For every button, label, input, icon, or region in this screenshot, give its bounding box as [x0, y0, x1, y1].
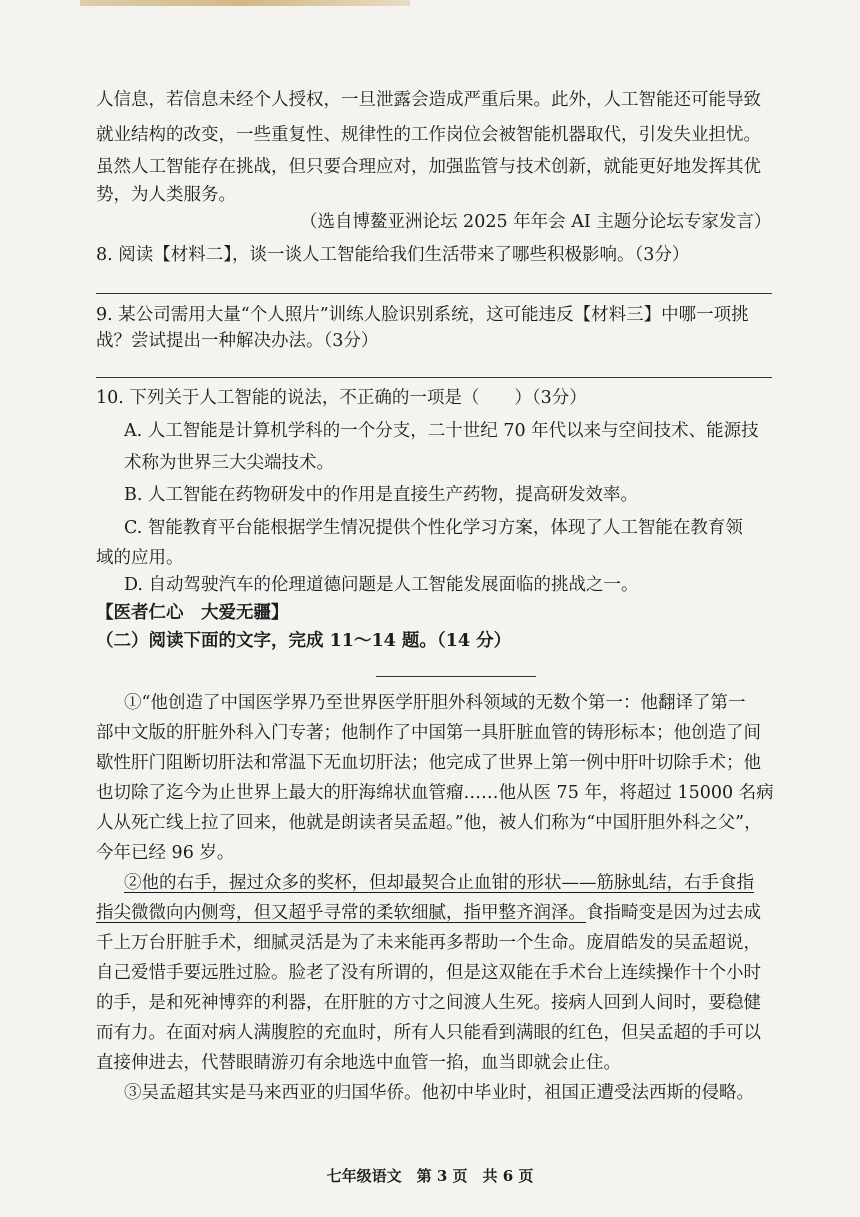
material3-line: 人信息，若信息未经个人授权，一旦泄露会造成严重后果。此外，人工智能还可能导致	[96, 90, 761, 110]
question-10-stem: 10. 下列关于人工智能的说法，不正确的一项是（ ）（3分）	[96, 388, 587, 408]
divider-line	[376, 676, 536, 677]
page-footer: 七年级语文 第 3 页 共 6 页	[326, 1167, 534, 1185]
question-8: 8. 阅读【材料二】，谈一谈人工智能给我们生活带来了哪些积极影响。（3分）	[96, 245, 690, 265]
part2-title: （二）阅读下面的文字，完成 11～14 题。（14 分）	[96, 631, 512, 651]
paragraph-2-line: 千上万台肝脏手术，细腻灵活是为了未来能再多帮助一个生命。庞眉皓发的吴孟超说，	[96, 933, 761, 953]
question-9-line: 战？尝试提出一种解决办法。（3分）	[96, 331, 379, 351]
section-tag: 【医者仁心 大爱无疆】	[96, 603, 289, 623]
paragraph-2-line: 而有力。在面对病人满腹腔的充血时，所有人只能看到满眼的红色，但吴孟超的手可以	[96, 1023, 761, 1043]
material3-line: 就业结构的改变，一些重复性、规律性的工作岗位会被智能机器取代，引发失业担忧。	[96, 125, 761, 145]
material3-source: （选自博鳌亚洲论坛 2025 年年会 AI 主题分论坛专家发言）	[300, 212, 772, 232]
question-9-line: 9. 某公司需用大量“个人照片”训练人脸识别系统，这可能违反【材料三】中哪一项挑	[96, 305, 749, 325]
paragraph-2-text: 食指畸变是因为过去成	[586, 903, 761, 923]
paragraph-1-line: 今年已经 96 岁。	[96, 843, 235, 863]
paragraph-1-line: 歇性肝门阻断切肝法和常温下无血切肝法；他完成了世界上第一例中肝叶切除手术；他	[96, 753, 761, 773]
paragraph-2-line: 的手，是和死神博弈的利器，在肝脏的方寸之间渡人生死。接病人回到人间时，要稳健	[96, 993, 761, 1013]
option-a-line: 术称为世界三大尖端技术。	[124, 453, 334, 473]
material3-line: 势，为人类服务。	[96, 185, 236, 205]
answer-line-q8	[96, 293, 772, 294]
option-a-line: A. 人工智能是计算机学科的一个分支，二十世纪 70 年代以来与空间技术、能源技	[124, 421, 759, 441]
option-c-line: 域的应用。	[96, 548, 184, 568]
paragraph-1-line: ①“他创造了中国医学界乃至世界医学肝胆外科领域的无数个第一：他翻译了第一	[124, 693, 746, 713]
paragraph-2-underlined: ②他的右手，握过众多的奖杯，但却最契合止血钳的形状——筋脉虬结，右手食指	[124, 873, 754, 893]
paragraph-2-underlined: 指尖微微向内侧弯，但又超乎寻常的柔软细腻，指甲整齐润泽。	[96, 903, 586, 923]
answer-line-q9	[96, 377, 772, 378]
paragraph-3-line: ③吴孟超其实是马来西亚的归国华侨。他初中毕业时，祖国正遭受法西斯的侵略。	[124, 1083, 754, 1103]
paragraph-1-line: 人从死亡线上拉了回来，他就是朗读者吴孟超。”他，被人们称为“中国肝胆外科之父”，	[96, 813, 762, 833]
paragraph-1-line: 部中文版的肝脏外科入门专著；他制作了中国第一具肝脏血管的铸形标本；他创造了间	[96, 723, 761, 743]
option-b: B. 人工智能在药物研发中的作用是直接生产药物，提高研发效率。	[124, 485, 638, 505]
material3-line: 虽然人工智能存在挑战，但只要合理应对，加强监管与技术创新，就能更好地发挥其优	[96, 157, 761, 177]
option-d: D. 自动驾驶汽车的伦理道德问题是人工智能发展面临的挑战之一。	[124, 575, 639, 595]
paragraph-2-line: 直接伸进去，代替眼睛游刃有余地选中血管一掐，血当即就会止住。	[96, 1053, 621, 1073]
paragraph-1-line: 也切除了迄今为止世界上最大的肝海绵状血管瘤……他从医 75 年，将超过 15000 名病	[96, 783, 774, 803]
option-c-line: C. 智能教育平台能根据学生情况提供个性化学习方案，体现了人工智能在教育领	[124, 518, 743, 538]
paragraph-2-line	[96, 898, 761, 928]
paragraph-2-line: 自己爱惜手要远胜过脸。脸老了没有所谓的，但是这双能在手术台上连续操作十个小时	[96, 963, 761, 983]
